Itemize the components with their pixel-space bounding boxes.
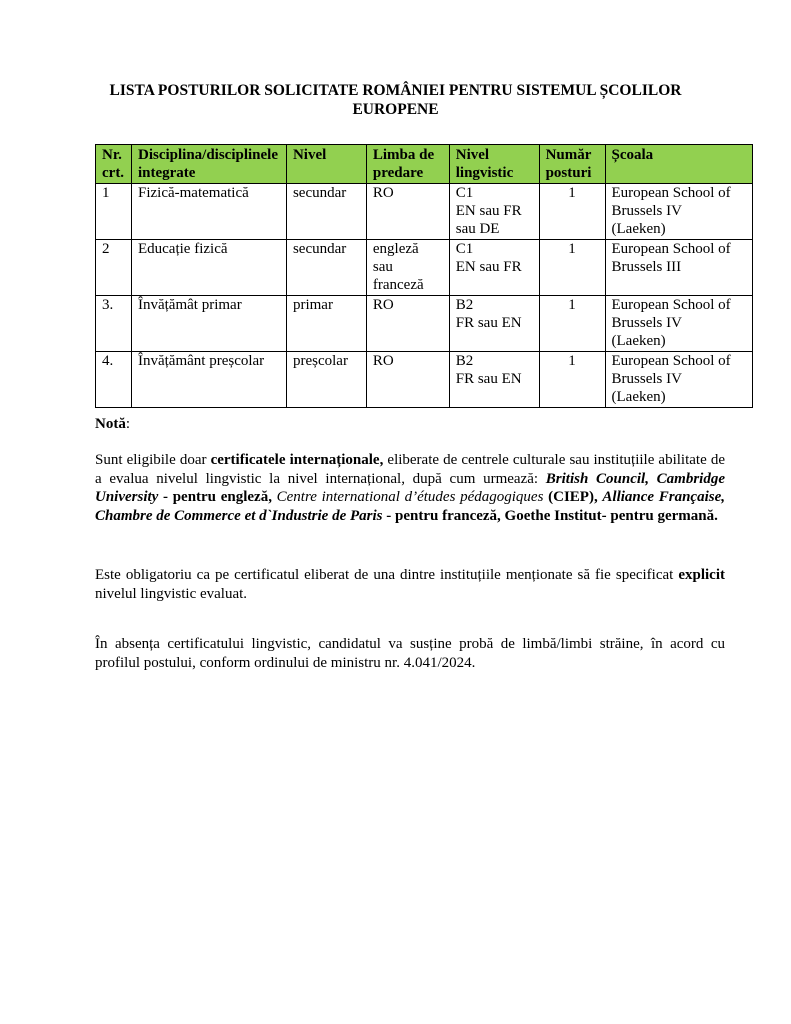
header-disciplina: Disciplina/disciplinele integrate: [131, 145, 286, 184]
cell-disciplina: Educație fizică: [131, 240, 286, 296]
cell-nivel: secundar: [286, 240, 366, 296]
cell-scoala: European School of Brussels III: [605, 240, 752, 296]
header-scoala: Școala: [605, 145, 752, 184]
header-nivel-lingvistic: Nivel lingvistic: [449, 145, 539, 184]
table-header-row: [96, 145, 753, 184]
cell-posturi: 1: [539, 352, 605, 408]
cell-lingvistic: B2 FR sau EN: [449, 352, 539, 408]
document-title: LISTA POSTURILOR SOLICITATE ROMÂNIEI PENTRU SISTEMUL ȘCOLILOR EUROPENE: [109, 82, 682, 118]
cell-lingvistic: C1 EN sau FR sau DE: [449, 184, 539, 240]
cell-posturi: 1: [539, 184, 605, 240]
table-row: [96, 296, 753, 352]
cell-disciplina: Învățămât primar: [131, 296, 286, 352]
absence-paragraph: În absența certificatului lingvistic, candidatul va susține probă de limbă/limbi străine, în acord cu profilul postului, conform ordinului de ministru nr. 4.041/2024.: [95, 636, 725, 671]
cell-scoala: European School of Brussels IV (Laeken): [605, 296, 752, 352]
cell-nr: 3.: [96, 296, 132, 352]
cell-lingvistic: C1 EN sau FR: [449, 240, 539, 296]
header-numar-posturi: Număr posturi: [539, 145, 605, 184]
cell-posturi: 1: [539, 296, 605, 352]
table-row: [96, 184, 753, 240]
note-label: Notă:: [95, 416, 130, 432]
cell-scoala: European School of Brussels IV (Laeken): [605, 184, 752, 240]
header-nr: Nr. crt.: [96, 145, 132, 184]
cell-disciplina: Învățământ preșcolar: [131, 352, 286, 408]
cell-nr: 1: [96, 184, 132, 240]
cell-scoala: European School of Brussels IV (Laeken): [605, 352, 752, 408]
cell-nivel: preșcolar: [286, 352, 366, 408]
cell-nr: 2: [96, 240, 132, 296]
cell-disciplina: Fizică-matematică: [131, 184, 286, 240]
cell-limba: RO: [366, 296, 449, 352]
header-limba: Limba de predare: [366, 145, 449, 184]
cell-nr: 4.: [96, 352, 132, 408]
cell-limba: engleză sau franceză: [366, 240, 449, 296]
posts-table: [95, 144, 753, 408]
cell-nivel: secundar: [286, 184, 366, 240]
cell-posturi: 1: [539, 240, 605, 296]
table-row: [96, 352, 753, 408]
cell-nivel: primar: [286, 296, 366, 352]
cell-lingvistic: B2 FR sau EN: [449, 296, 539, 352]
eligibility-paragraph: Sunt eligibile doar certificatele internaționale, eliberate de centrele culturale sau instituțiile abilitate de a evalua nivelul lingvistic la nivel internațional, după cum urmează: British Council, Cambridge University - pentru engleză, Centre international d’études pédagogiques (CIEP), Alliance Française, Chambre de Commerce et d`Industrie de Paris - pentru franceză, Goethe Institut- pentru germană.: [95, 452, 726, 524]
cell-limba: RO: [366, 352, 449, 408]
cell-limba: RO: [366, 184, 449, 240]
header-nivel: Nivel: [286, 145, 366, 184]
table-row: [96, 240, 753, 296]
obligation-paragraph: Este obligatoriu ca pe certificatul eliberat de una dintre instituțiile menționate să fie specificat explicit nivelul lingvistic evaluat.: [95, 567, 725, 602]
